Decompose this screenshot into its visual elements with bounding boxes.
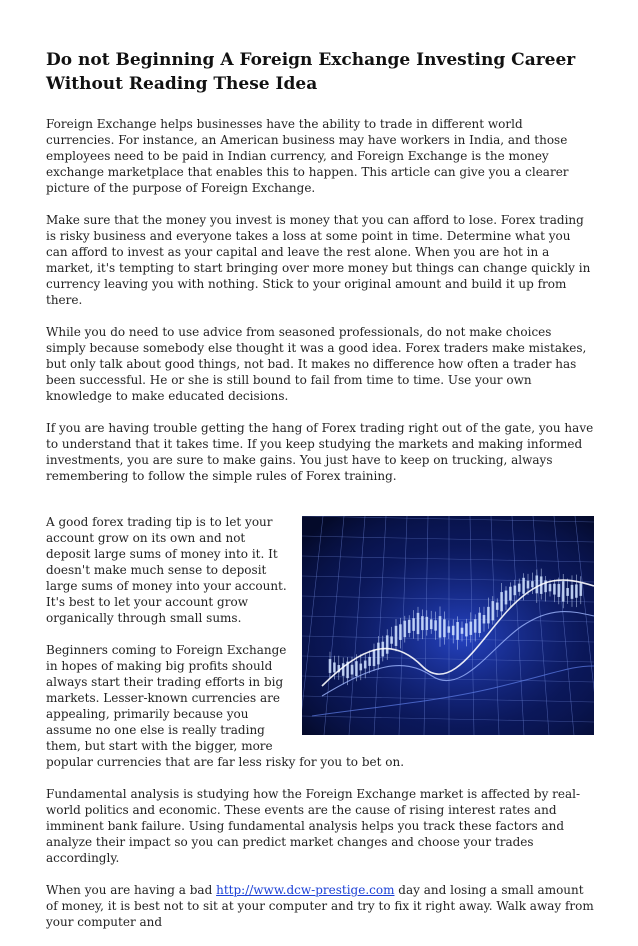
paragraph-8 [46, 882, 594, 930]
candle-body [342, 663, 345, 676]
candle-body [575, 584, 578, 597]
paragraph-7: Fundamental analysis is studying how the Foreign Exchange market is affected by real-world politics and economic. These events are the cause of rising interest rates and imminent bank failure. Using fundamental analysis helps you track these factors and analyze their impact so you can predict market changes and choose your trades accordingly. [46, 787, 581, 865]
dcw-prestige-link[interactable]: http://www.dcw-prestige.com [216, 883, 395, 897]
candle-body [333, 662, 336, 672]
candle-body [536, 575, 539, 593]
candle-body [355, 661, 358, 676]
candle-body [566, 588, 569, 596]
candle-body [474, 619, 477, 633]
section-spacer [46, 500, 594, 514]
candle-body [408, 620, 411, 633]
candle-body [395, 626, 398, 646]
candle-body [549, 584, 552, 591]
candle-body [426, 617, 429, 630]
candle-body [558, 584, 561, 597]
candle-body [377, 643, 380, 665]
article [46, 48, 594, 946]
candle-body [439, 616, 442, 637]
paragraph-6: Beginners coming to Foreign Exchange in hopes of making big profits should always start their trading efforts in big markets. Lesser-known currencies are appealing, primarily because you assume no one else is really trading them, but start with the bigger, more popular currencies that are far less risky for you to bet on. [46, 643, 405, 769]
candle-body [487, 607, 490, 624]
candle-body [412, 618, 415, 631]
paragraph-1: Foreign Exchange helps businesses have the ability to trade in different world currencies. For instance, an American business may have workers in India, and those employees need to be paid in Indian currency, and Foreign Exchange is the money exchange marketplace that enables this to happen. This article can give you a clearer picture of the purpose of Foreign Exchange. [46, 117, 569, 195]
candle-body [470, 622, 473, 635]
candle-body [390, 636, 393, 643]
candle-body [360, 664, 363, 671]
candle-body [522, 578, 525, 594]
candle-body [514, 586, 517, 596]
candle-body [478, 613, 481, 633]
candle-body [456, 622, 459, 640]
paragraph-3: While you do need to use advice from seasoned professionals, do not make choices simply because somebody else thought it was a good idea. Forex traders make mistakes, but only talk about good things, not bad. It makes no difference how often a trader has been successful. He or she is still bound to fail from time to time. Use your own knowledge to make educated decisions. [46, 325, 587, 403]
candle-body [562, 581, 565, 601]
forex-chart-image [302, 516, 594, 735]
candle-body [386, 635, 389, 653]
candle-body [505, 591, 508, 605]
candle-body [421, 616, 424, 630]
candle-body [364, 661, 367, 669]
candle-body [496, 603, 499, 610]
candle-body [571, 585, 574, 599]
candle-body [527, 581, 530, 589]
chart-background [302, 516, 594, 735]
paragraph-8-before: When you are having a bad [46, 883, 217, 897]
candle-body [399, 624, 402, 640]
candle-body [461, 628, 464, 634]
candle-body [329, 659, 332, 673]
candle-body [518, 584, 521, 592]
article-title: Do not Beginning A Foreign Exchange Investing Career Without Reading These Idea [46, 50, 576, 94]
candle-body [465, 623, 468, 636]
candle-body [417, 613, 420, 634]
candle-body [351, 665, 354, 675]
paragraph-4: If you are having trouble getting the hang of Forex trading right out of the gate, you have to understand that it takes time. If you keep studying the markets and making informed investments, you are sure to make gains. You just have to keep on trucking, always remembering to follow the simple rules of Forex training. [46, 421, 594, 483]
candle-body [509, 587, 512, 601]
paragraph-5: A good forex trading tip is to let your account grow on its own and not deposit large sums of money into it. It doesn't make much sense to deposit large sums of money into your account. It's best to let your account grow organically through small sums. [46, 515, 287, 625]
candle-body [452, 626, 455, 635]
candle-body [483, 615, 486, 623]
candle-body [448, 626, 451, 632]
candle-body [500, 592, 503, 611]
candle-body [492, 601, 495, 620]
paragraph-8-after: day and losing a small amount of money, it is best not to sit at your computer and try to fix it right away. Walk away from your computer and [46, 883, 594, 929]
candle-body [430, 619, 433, 629]
candle-body [434, 620, 437, 630]
candle-body [404, 621, 407, 637]
forex-chart-illustration [302, 516, 594, 735]
paragraph-2: Make sure that the money you invest is money that you can afford to lose. Forex trading is risky business and everyone takes a loss at some point in time. Determine what you can afford to invest as your capital and leave the rest alone. When you are hot in a market, it's tempting to start bringing over more money but things can change quickly in currency leaving you with nothing. Stick to your original amount and build it up from there. [46, 213, 591, 307]
candle-body [580, 583, 583, 596]
candle-body [368, 657, 371, 666]
candle-body [443, 619, 446, 637]
candle-body [531, 581, 534, 587]
candle-body [373, 649, 376, 666]
candle-body [553, 584, 556, 595]
